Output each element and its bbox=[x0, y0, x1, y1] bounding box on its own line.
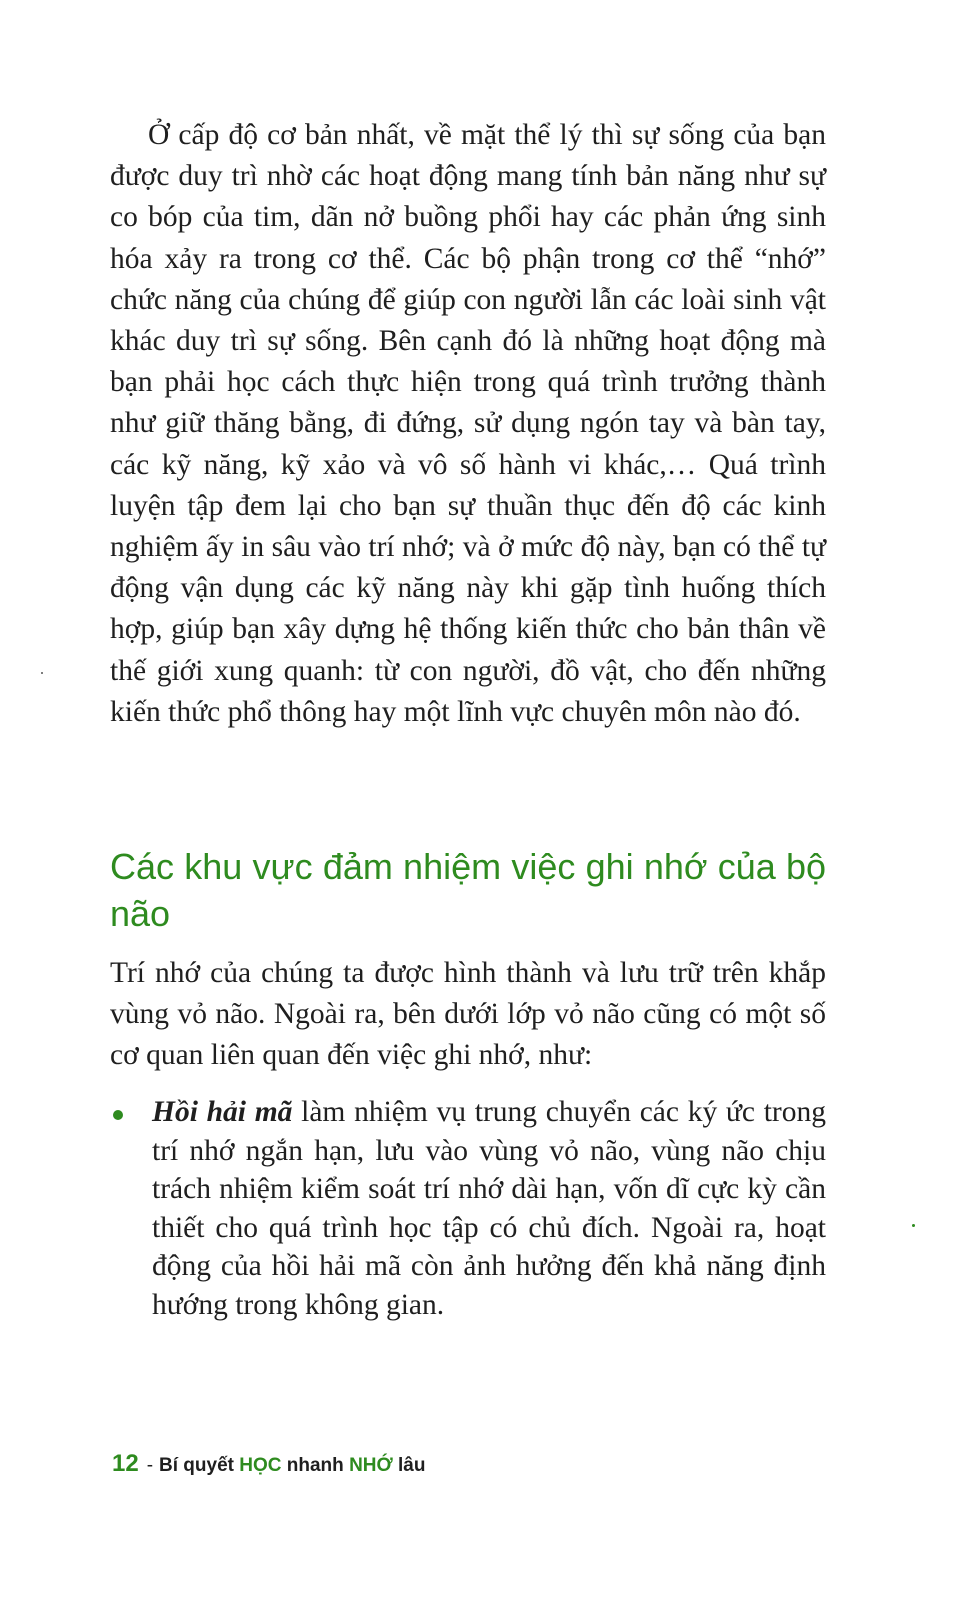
book-title-part-5: lâu bbox=[392, 1455, 426, 1476]
section-heading: Các khu vực đảm nhiệm việc ghi nhớ của bộ não bbox=[110, 846, 826, 934]
book-title-part-2: HỌC bbox=[239, 1455, 282, 1476]
bullet-term: Hồi hải mã bbox=[152, 1096, 293, 1128]
book-title-part-1: Bí quyết bbox=[159, 1455, 240, 1476]
bullet-text bbox=[152, 1093, 826, 1324]
page-number: 12 bbox=[112, 1450, 139, 1477]
book-title bbox=[159, 1455, 425, 1476]
body-paragraph-2: Trí nhớ của chúng ta được hình thành và lưu trữ trên khắp vùng vỏ não. Ngoài ra, bên dưới lớp vỏ não cũng có một số cơ quan liên quan đến việc ghi nhớ, như: bbox=[110, 957, 826, 1071]
bullet-list-item bbox=[110, 1093, 826, 1354]
body-paragraph-1: Ở cấp độ cơ bản nhất, về mặt thể lý thì sự sống của bạn được duy trì nhờ các hoạt động mang tính bản năng như sự co bóp của tim, dãn nở buồng phổi hay các phản ứng sinh hóa xảy ra trong cơ thể. Các bộ phận trong cơ thể “nhớ” chức năng của chúng để giúp con người lẫn các loài sinh vật khác duy trì sự sống. Bên cạnh đó là những hoạt động mà bạn phải học cách thực hiện trong quá trình trưởng thành như giữ thăng bằng, đi đứng, sử dụng ngón tay và bàn tay, các kỹ năng, kỹ xảo và vô số hành vi khác,… Quá trình luyện tập đem lại cho bạn sự thuần thục đến độ các kinh nghiệm ấy in sâu vào trí nhớ; và ở mức độ này, bạn có thể tự động vận dụng các kỹ năng này khi gặp tình huống thích hợp, giúp bạn xây dựng hệ thống kiến thức cho bản thân về thế giới xung quanh: từ con người, đồ vật, cho đến những kiến thức phổ thông hay một lĩnh vực chuyên môn nào đó. bbox=[110, 119, 826, 728]
scan-speck-left bbox=[41, 672, 43, 674]
footer-separator: - bbox=[146, 1455, 154, 1476]
scan-speck-right bbox=[912, 1224, 915, 1227]
bullet-dot-icon bbox=[113, 1110, 123, 1120]
bullet-description: làm nhiệm vụ trung chuyển các ký ức trong trí nhớ ngắn hạn, lưu vào vùng vỏ não, vùng não chịu trách nhiệm kiểm soát trí nhớ dài hạn, vốn dĩ cực kỳ cần thiết cho quá trình học tập có chủ đích. Ngoài ra, hoạt động của hồi hải mã còn ảnh hưởng đến khả năng định hướng trong không gian. bbox=[152, 1096, 826, 1321]
book-title-part-3: nhanh bbox=[281, 1455, 350, 1476]
book-title-part-4: NHỚ bbox=[349, 1455, 393, 1476]
page-footer bbox=[112, 1450, 425, 1478]
